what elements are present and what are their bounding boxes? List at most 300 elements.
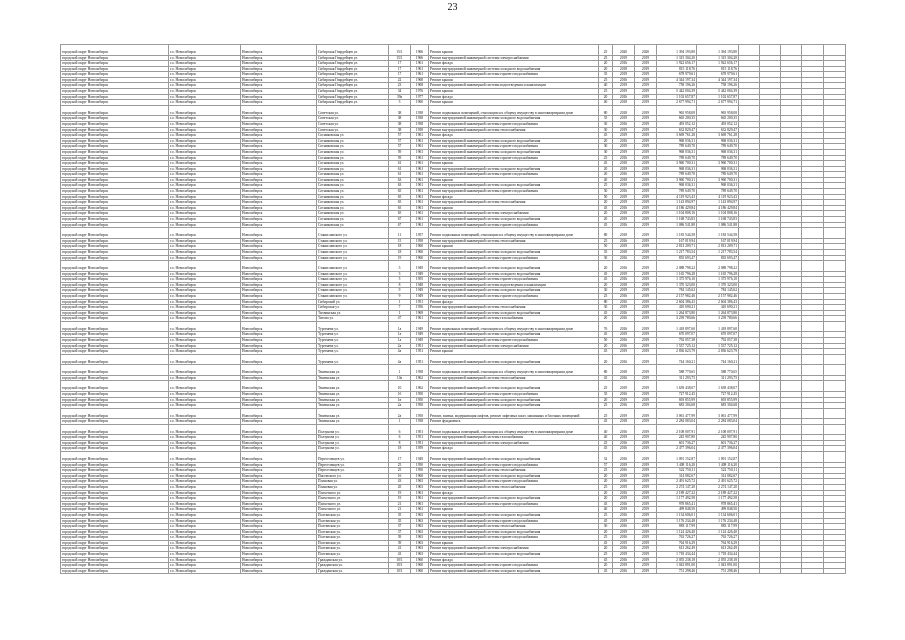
work-type-cell: Ремонт внутридомовой инженерной системы холодного водоснабжения [429,397,599,403]
plan-start-cell: 2016 [613,535,635,541]
months-cell: 20 [599,94,613,100]
locality-cell: Новосибирск [241,391,317,397]
work-type-cell: Ремонт крыши [429,177,599,183]
plan-start-cell: 2019 [613,166,635,172]
city-cell: г.о. Новосибирск [169,189,241,195]
locality-cell: Новосибирск [241,316,317,322]
house-cell: 2а [389,343,411,349]
district-cell: городской округ Новосибирск [61,435,169,441]
plan-start-cell: 2018 [613,66,635,72]
work-type-cell: Ремонт фасада [429,61,599,67]
total-cell: 764 916,29 [697,540,739,546]
district-cell: городской округ Новосибирск [61,166,169,172]
empty-cell [760,261,781,272]
work-type-cell: Ремонт внутридомовой инженерной системы горячего водоснабжения [429,72,599,78]
locality-cell: Новосибирск [241,249,317,255]
months-cell: 20 [599,211,613,217]
months-cell: 25 [599,293,613,299]
work-type-cell: Ремонт крыши [429,507,599,513]
district-cell: городской округ Новосибирск [61,338,169,344]
locality-cell: Новосибирск [241,496,317,502]
plan-start-cell: 2016 [613,293,635,299]
empty-cell [760,381,781,392]
street-cell: Полтавская ул. [317,546,389,552]
district-cell: городской округ Новосибирск [61,546,169,552]
house-cell: 1а [389,338,411,344]
empty-cell [760,45,781,56]
plan-end-cell: 2019 [635,435,657,441]
plan-end-cell: 2019 [635,166,657,172]
total-cell: 588 770,65 [697,365,739,376]
table-row [61,524,846,530]
total-cell: 835 693,47 [697,255,739,261]
plan-end-cell: 2019 [635,462,657,468]
city-cell: г.о. Новосибирск [169,255,241,261]
city-cell: г.о. Новосибирск [169,568,241,574]
work-type-cell: Ремонт внутридомовой инженерной системы теплоснабжения [429,238,599,244]
work-type-cell: Ремонт фундамента [429,419,599,425]
year-cell: 1963 [411,546,429,552]
year-cell: 1949 [411,293,429,299]
street-cell: Сибирская Гвардейцев ул. [317,77,389,83]
district-cell: городской округ Новосибирск [61,133,169,139]
locality-cell: Новосибирск [241,568,317,574]
cost-cell: 1 922 656,17 [657,61,697,67]
work-type-cell: Ремонт внутридомовой инженерной системы электроснабжения [429,55,599,61]
total-cell: 1 718 434,44 [697,552,739,558]
city-cell: г.о. Новосибирск [169,484,241,490]
plan-start-cell: 2016 [613,512,635,518]
locality-cell: Новосибирск [241,100,317,106]
total-cell: 314 082,67 [697,473,739,479]
plan-start-cell: 2019 [613,55,635,61]
months-cell: 40 [599,177,613,183]
locality-cell: Новосибирск [241,261,317,272]
months-cell: 80 [599,299,613,305]
year-cell: 1951 [411,424,429,435]
street-cell: Сибирская Гвардейцев ул. [317,83,389,89]
district-cell: городской округ Новосибирск [61,249,169,255]
empty-cell [739,105,760,116]
plan-end-cell: 2019 [635,408,657,419]
empty-cell [739,261,760,272]
total-cell: 727 912,45 [697,391,739,397]
table-row [61,408,846,419]
city-cell: г.о. Новосибирск [169,391,241,397]
street-cell: Сотниковская ул. [317,149,389,155]
plan-end-cell: 2019 [635,105,657,116]
plan-end-cell: 2019 [635,305,657,311]
table-row [61,217,846,223]
cost-cell: 613 262,49 [657,546,697,552]
street-cell: Тургенева ул. [317,343,389,349]
street-cell: Тюменская ул. [317,375,389,381]
house-cell: 6 [389,424,411,435]
street-cell: Тургенева ул. [317,332,389,338]
months-cell: 25 [599,381,613,392]
locality-cell: Новосибирск [241,512,317,518]
cost-cell: 678 979,61 [657,72,697,78]
house-cell: 57 [389,144,411,150]
total-cell: 3 669 761,28 [697,133,739,139]
district-cell: городской округ Новосибирск [61,138,169,144]
total-cell: 968 036,31 [697,166,739,172]
table-row [61,468,846,474]
locality-cell: Новосибирск [241,66,317,72]
total-cell: 744 160,21 [697,354,739,365]
empty-cell [802,408,824,419]
street-cell: Гражданская ул. [317,563,389,569]
plan-start-cell: 2016 [613,121,635,127]
plan-end-cell: 2019 [635,121,657,127]
district-cell: городской округ Новосибирск [61,177,169,183]
house-cell: 67 [389,217,411,223]
work-type-cell: Ремонт внутридомовой инженерной системы холодного водоснабжения [429,310,599,316]
city-cell: г.о. Новосибирск [169,194,241,200]
district-cell: городской округ Новосибирск [61,205,169,211]
table-row [61,338,846,344]
plan-end-cell: 2019 [635,540,657,546]
cost-cell: 1 408 116,20 [657,462,697,468]
locality-cell: Новосибирск [241,299,317,305]
locality-cell: Новосибирск [241,321,317,332]
plan-end-cell: 2019 [635,349,657,355]
house-cell: 35 [389,512,411,518]
total-cell: 1 408 116,20 [697,462,739,468]
plan-start-cell: 2018 [613,419,635,425]
city-cell: г.о. Новосибирск [169,89,241,95]
plan-end-cell: 2019 [635,211,657,217]
total-cell: 1 370 323,00 [697,282,739,288]
months-cell: 25 [599,440,613,446]
empty-cell [760,568,781,574]
city-cell: г.о. Новосибирск [169,479,241,485]
district-cell: городской округ Новосибирск [61,452,169,463]
street-cell: Переселенцев ул. [317,468,389,474]
months-cell: 45 [599,332,613,338]
cost-cell: 3 239 780,66 [657,316,697,322]
months-cell: 25 [599,55,613,61]
year-cell: 1949 [411,332,429,338]
house-cell: 57 [389,138,411,144]
street-cell: Советская ул. [317,127,389,133]
locality-cell: Новосибирск [241,501,317,507]
city-cell: г.о. Новосибирск [169,529,241,535]
months-cell: 25 [599,403,613,409]
street-cell: Сибирский ул. [317,299,389,305]
house-cell: 18 [389,249,411,255]
year-cell: 1961 [411,133,429,139]
cost-cell: 2 677 994,71 [657,100,697,106]
city-cell: г.о. Новосибирск [169,127,241,133]
house-cell: 15/1 [389,55,411,61]
cost-cell: 789 649,70 [657,189,697,195]
district-cell: городской округ Новосибирск [61,365,169,376]
work-type-cell: Ремонт фасада [429,194,599,200]
year-cell: 1960 [411,473,429,479]
work-type-cell: Ремонт внутридомовой инженерной системы горячего водоснабжения [429,155,599,161]
street-cell: Плахотного ул. [317,507,389,513]
cost-cell: 2 491 625,72 [657,479,697,485]
empty-cell [739,568,760,574]
months-cell: 30 [599,144,613,150]
district-cell: городской округ Новосибирск [61,507,169,513]
work-type-cell: Ремонт фасада [429,94,599,100]
work-type-cell: Ремонт внутридомовой инженерной системы горячего водоснабжения [429,277,599,283]
work-type-cell: Ремонт внутридомовой инженерной системы теплоснабжения [429,524,599,530]
table-row [61,332,846,338]
year-cell: 1961 [411,194,429,200]
city-cell: г.о. Новосибирск [169,557,241,563]
months-cell: 20 [599,172,613,178]
year-cell: 1969 [411,310,429,316]
plan-start-cell: 2016 [613,299,635,305]
city-cell: г.о. Новосибирск [169,105,241,116]
cost-cell: 311 293,75 [657,375,697,381]
plan-start-cell: 2016 [613,155,635,161]
work-type-cell: Ремонт внутридомовой инженерной системы водоотведения и канализации [429,83,599,89]
district-cell: городской округ Новосибирск [61,161,169,167]
district-cell: городской округ Новосибирск [61,310,169,316]
total-cell: 665 200,35 [697,116,739,122]
work-type-cell: Ремонт подвальных помещений, относящихся к общему имуществу в многоквартирном доме [429,228,599,239]
cost-cell: 1 394 193,80 [657,45,697,56]
plan-end-cell: 2019 [635,200,657,206]
city-cell: г.о. Новосибирск [169,338,241,344]
cost-cell: 2 189 427,22 [657,490,697,496]
street-cell: Сибирская Гвардейцев ул. [317,55,389,61]
empty-cell [824,381,846,392]
months-cell: 50 [599,338,613,344]
months-cell: 25 [599,512,613,518]
months-cell: 40 [599,424,613,435]
months-cell: 76 [599,321,613,332]
work-type-cell: Ремонт внутридомовой инженерной системы холодного водоснабжения [429,529,599,535]
locality-cell: Новосибирск [241,77,317,83]
cost-cell: 1 537 725,12 [657,343,697,349]
table-row [61,397,846,403]
plan-end-cell: 2019 [635,194,657,200]
plan-end-cell: 2019 [635,338,657,344]
months-cell: 20 [599,563,613,569]
months-cell: 20 [599,529,613,535]
cost-cell: 1 165 796,28 [657,271,697,277]
locality-cell: Новосибирск [241,200,317,206]
cost-cell: 522 750,11 [657,468,697,474]
plan-end-cell: 2019 [635,116,657,122]
locality-cell: Новосибирск [241,375,317,381]
empty-cell [802,568,824,574]
months-cell: 45 [599,349,613,355]
work-type-cell: Ремонт фасада [429,299,599,305]
plan-start-cell: 2016 [613,501,635,507]
plan-end-cell: 2019 [635,535,657,541]
plan-end-cell: 2019 [635,271,657,277]
cost-cell: 883 117,99 [657,524,697,530]
empty-cell [802,424,824,435]
work-type-cell: Ремонт внутридомовой инженерной системы холодного водоснабжения [429,403,599,409]
total-cell: 693 855,99 [697,397,739,403]
plan-start-cell: 2016 [613,546,635,552]
total-cell: 815 118,76 [697,66,739,72]
months-cell: 50 [599,244,613,250]
cost-cell: 1 176 234,48 [657,518,697,524]
table-row [61,249,846,255]
total-cell: 751 298,46 [697,568,739,574]
table-row [61,155,846,161]
city-cell: г.о. Новосибирск [169,244,241,250]
plan-start-cell: 2016 [613,375,635,381]
house-cell: 41 [389,546,411,552]
plan-end-cell: 2019 [635,238,657,244]
city-cell: г.о. Новосибирск [169,228,241,239]
year-cell: 1951 [411,354,429,365]
district-cell: городской округ Новосибирск [61,535,169,541]
year-cell: 1950 [411,397,429,403]
district-cell: городской округ Новосибирск [61,271,169,277]
empty-cell [824,228,846,239]
months-cell: 30 [599,127,613,133]
city-cell: г.о. Новосибирск [169,288,241,294]
street-cell: Ползунова ул. [317,435,389,441]
cost-cell: 1 375 976,10 [657,277,697,283]
year-cell: 1963 [411,552,429,558]
work-type-cell: Ремонт внутридомовой инженерной системы холодного водоснабжения [429,512,599,518]
year-cell: 1966 [411,55,429,61]
plan-start-cell: 2019 [613,89,635,95]
year-cell: 1960 [411,557,429,563]
months-cell: 30 [599,121,613,127]
table-row [61,183,846,189]
street-cell: Советская ул. [317,105,389,116]
city-cell: г.о. Новосибирск [169,100,241,106]
plan-start-cell: 2016 [613,468,635,474]
work-type-cell: Ремонт внутридомовой инженерной системы горячего водоснабжения [429,479,599,485]
year-cell: 1950 [411,462,429,468]
year-cell: 1968 [411,77,429,83]
year-cell: 1968 [411,83,429,89]
year-cell: 1938 [411,365,429,376]
house-cell: 61 [389,172,411,178]
empty-cell [824,45,846,56]
house-cell: 34 [389,89,411,95]
plan-end-cell: 2019 [635,161,657,167]
street-cell: Тургенева ул. [317,321,389,332]
months-cell: 40 [599,435,613,441]
plan-end-cell: 2019 [635,316,657,322]
house-cell: 43 [389,552,411,558]
cost-cell: 1 418 897,60 [657,321,697,332]
plan-start-cell: 2019 [613,484,635,490]
table-row [61,473,846,479]
plan-end-cell: 2019 [635,244,657,250]
months-cell: 45 [599,518,613,524]
table-row [61,255,846,261]
district-cell: городской округ Новосибирск [61,144,169,150]
months-cell: 25 [599,468,613,474]
house-cell: 38 [389,105,411,116]
street-cell: Сибирская Гвардейцев ул. [317,100,389,106]
locality-cell: Новосибирск [241,244,317,250]
total-cell: 1 922 656,17 [697,61,739,67]
district-cell: городской округ Новосибирск [61,375,169,381]
months-cell: 30 [599,524,613,530]
plan-end-cell: 2019 [635,172,657,178]
year-cell: 1963 [411,524,429,530]
empty-cell [824,568,846,574]
empty-cell [781,424,802,435]
locality-cell: Новосибирск [241,277,317,283]
plan-start-cell: 2018 [613,105,635,116]
locality-cell: Новосибирск [241,365,317,376]
cost-cell: 2 813 209,71 [657,244,697,250]
city-cell: г.о. Новосибирск [169,524,241,530]
district-cell: городской округ Новосибирск [61,61,169,67]
house-cell: 65 [389,211,411,217]
work-type-cell: Ремонт крыши [429,89,599,95]
locality-cell: Новосибирск [241,55,317,61]
work-type-cell: Ремонт крыши [429,540,599,546]
table-row [61,211,846,217]
street-cell: Сотниковская ул. [317,177,389,183]
year-cell: 1961 [411,138,429,144]
table-row [61,83,846,89]
plan-end-cell: 2019 [635,127,657,133]
locality-cell: Новосибирск [241,462,317,468]
table-row [61,121,846,127]
table-row [61,484,846,490]
house-cell: 1в [389,397,411,403]
table-row [61,568,846,574]
plan-start-cell: 2019 [613,194,635,200]
street-cell: Переселенцев ул. [317,462,389,468]
empty-cell [781,321,802,332]
work-type-cell: Ремонт внутридомовой инженерной системы горячего водоснабжения [429,144,599,150]
locality-cell: Новосибирск [241,343,317,349]
table-row [61,293,846,299]
months-cell: 20 [599,200,613,206]
plan-end-cell: 2019 [635,144,657,150]
cost-cell: 2 284 083,04 [657,419,697,425]
plan-start-cell: 2016 [613,524,635,530]
months-cell: 20 [599,166,613,172]
work-type-cell: Ремонт внутридомовой инженерной системы теплоснабжения [429,468,599,474]
empty-cell [802,228,824,239]
empty-cell [760,354,781,365]
cost-cell: 4 344 197,34 [657,77,697,83]
cost-cell: 670 097,07 [657,332,697,338]
year-cell: 1958 [411,238,429,244]
house-cell: 4а [389,354,411,365]
street-cell: Тюменская ул. [317,419,389,425]
cost-cell: 1 134 606,01 [657,512,697,518]
months-cell: 25 [599,89,613,95]
total-cell: 311 293,75 [697,375,739,381]
street-cell: Писемского ул. [317,473,389,479]
city-cell: г.о. Новосибирск [169,343,241,349]
plan-start-cell: 2016 [613,391,635,397]
total-cell: 2 108 007,91 [697,424,739,435]
year-cell: 1976 [411,89,429,95]
district-cell: городской округ Новосибирск [61,343,169,349]
table-row [61,391,846,397]
year-cell: 1963 [411,479,429,485]
work-type-cell: Ремонт подвальных помещений, относящихся к общему имуществу в многоквартирном доме [429,321,599,332]
empty-cell [824,424,846,435]
street-cell: Тюменская ул. [317,391,389,397]
plan-start-cell: 2019 [613,144,635,150]
table-row [61,435,846,441]
